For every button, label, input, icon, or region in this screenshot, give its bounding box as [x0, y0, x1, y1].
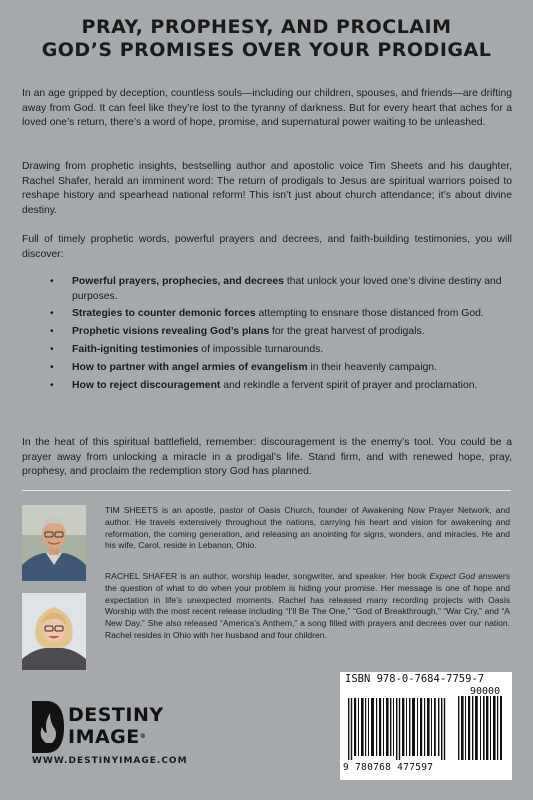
- bullet-icon: •: [50, 308, 54, 320]
- bullet-icon: •: [50, 379, 54, 391]
- bullet-icon: •: [50, 343, 54, 355]
- authors-paragraph: Drawing from prophetic insights, bestselling author and apostolic voice Tim Sheets and his daughter, Rachel Shafer, herald an imminent word: The return of prodigals to Jesus are spiritual warriors poised to reshape history and spearhead national reform! This isn’t just about church attendance; it’s about divine destiny.: [22, 161, 512, 216]
- destiny-image-flame-icon: [30, 699, 66, 755]
- publisher-name-line-2: IMAGE®: [68, 726, 147, 748]
- publisher-website: WWW.DESTINYIMAGE.COM: [32, 756, 188, 766]
- trademark-symbol: ®: [139, 733, 147, 740]
- list-item-text: that unlock your loved one’s divine destiny and purposes.: [72, 276, 502, 302]
- bio-rachel-book-title: Expect God: [429, 571, 475, 581]
- list-item: [50, 325, 512, 340]
- bio-tim-sheets: TIM SHEETS is an apostle, pastor of Oasis Church, founder of Awakening Now Prayer Network, and author. He travels extensively throughout the nations, carrying his heart and vision for awakening and reformation, the coming generation, and releasing an anointing for signs, wonders, and miracles. He and his wife, Carol, reside in Lebanon, Ohio.: [105, 505, 510, 551]
- isbn-text: ISBN 978-0-7684-7759-7: [345, 673, 485, 685]
- back-cover-title: [0, 16, 533, 62]
- list-item: [50, 307, 512, 322]
- price-code: 90000: [470, 686, 501, 697]
- benefit-list: [50, 275, 512, 396]
- author-photo-rachel: [22, 593, 86, 670]
- author-photo-tim: [22, 505, 86, 581]
- title-line-2: GOD’S PROMISES OVER YOUR PRODIGAL: [41, 39, 492, 61]
- discover-paragraph: Full of timely prophetic words, powerful prayers and decrees, and faith-building testimonies, you will discover:: [22, 234, 512, 260]
- closing-paragraph: In the heat of this spiritual battlefield, remember: discouragement is the enemy’s tool. You could be a prayer away from unlocking a miracle in a prodigal’s life. Stand firm, and with renewed hope, pray, prophesy, and proclaim the redemption story God has planned.: [22, 437, 512, 478]
- list-item-bold: Strategies to counter demonic forces: [72, 308, 256, 320]
- list-item-text: in their heavenly campaign.: [307, 361, 437, 373]
- intro-paragraph: In an age gripped by deception, countless souls—including our children, spouses, and friends—are drifting away from God. It can feel like they’re lost to the tyranny of darkness. But for every heart that aches for a loved one’s return, there’s a word of hope, promise, and supernatural power waiting to be unleashed.: [22, 88, 512, 129]
- publisher-name: [68, 704, 164, 748]
- title-line-1: PRAY, PROPHESY, AND PROCLAIM: [81, 16, 452, 38]
- list-item-text: and rekindle a fervent spirit of prayer and proclamation.: [220, 379, 478, 391]
- publisher-name-line-1: DESTINY: [68, 704, 164, 726]
- list-item: [50, 275, 512, 304]
- list-item-text: for the great harvest of prodigals.: [269, 326, 425, 338]
- list-item-bold: How to reject discouragement: [72, 379, 221, 391]
- list-item-bold: Prophetic visions revealing God’s plans: [72, 326, 270, 338]
- bullet-icon: •: [50, 276, 54, 287]
- bullet-icon: •: [50, 326, 54, 338]
- list-item: [50, 361, 512, 376]
- list-item-text: attempting to ensnare those distanced from God.: [255, 308, 484, 320]
- list-item-text: of impossible turnarounds.: [198, 343, 324, 355]
- list-item: [50, 379, 512, 394]
- list-item-bold: Faith-igniting testimonies: [72, 343, 199, 355]
- list-item-bold: Powerful prayers, prophecies, and decrees: [72, 276, 284, 287]
- list-item: [50, 343, 512, 358]
- bullet-icon: •: [50, 361, 54, 373]
- list-item-bold: How to partner with angel armies of evangelism: [72, 361, 308, 373]
- section-divider: [22, 490, 511, 491]
- bio-rachel-text-a: RACHEL SHAFER is an author, worship leader, songwriter, and speaker. Her book: [105, 571, 430, 581]
- bio-rachel-shafer: [105, 571, 510, 642]
- barcode-number: 9 780768 477597: [343, 762, 434, 773]
- bio-rachel-text-b: answers the question of what to do when your problem is hiding your promise. Her message is one of hope and expectation in life’s unexpected moments. Rachel has released many recording projects with Oasis Worship with the most recent release including “I’ll Be The One,” “God of Breakthrough,” “War Cry,” and “A New Day.” She also released “America’s Anthem,” a song filled with prayers and decrees over our nation. Rachel resides in Ohio with her husband and four children.: [105, 571, 510, 640]
